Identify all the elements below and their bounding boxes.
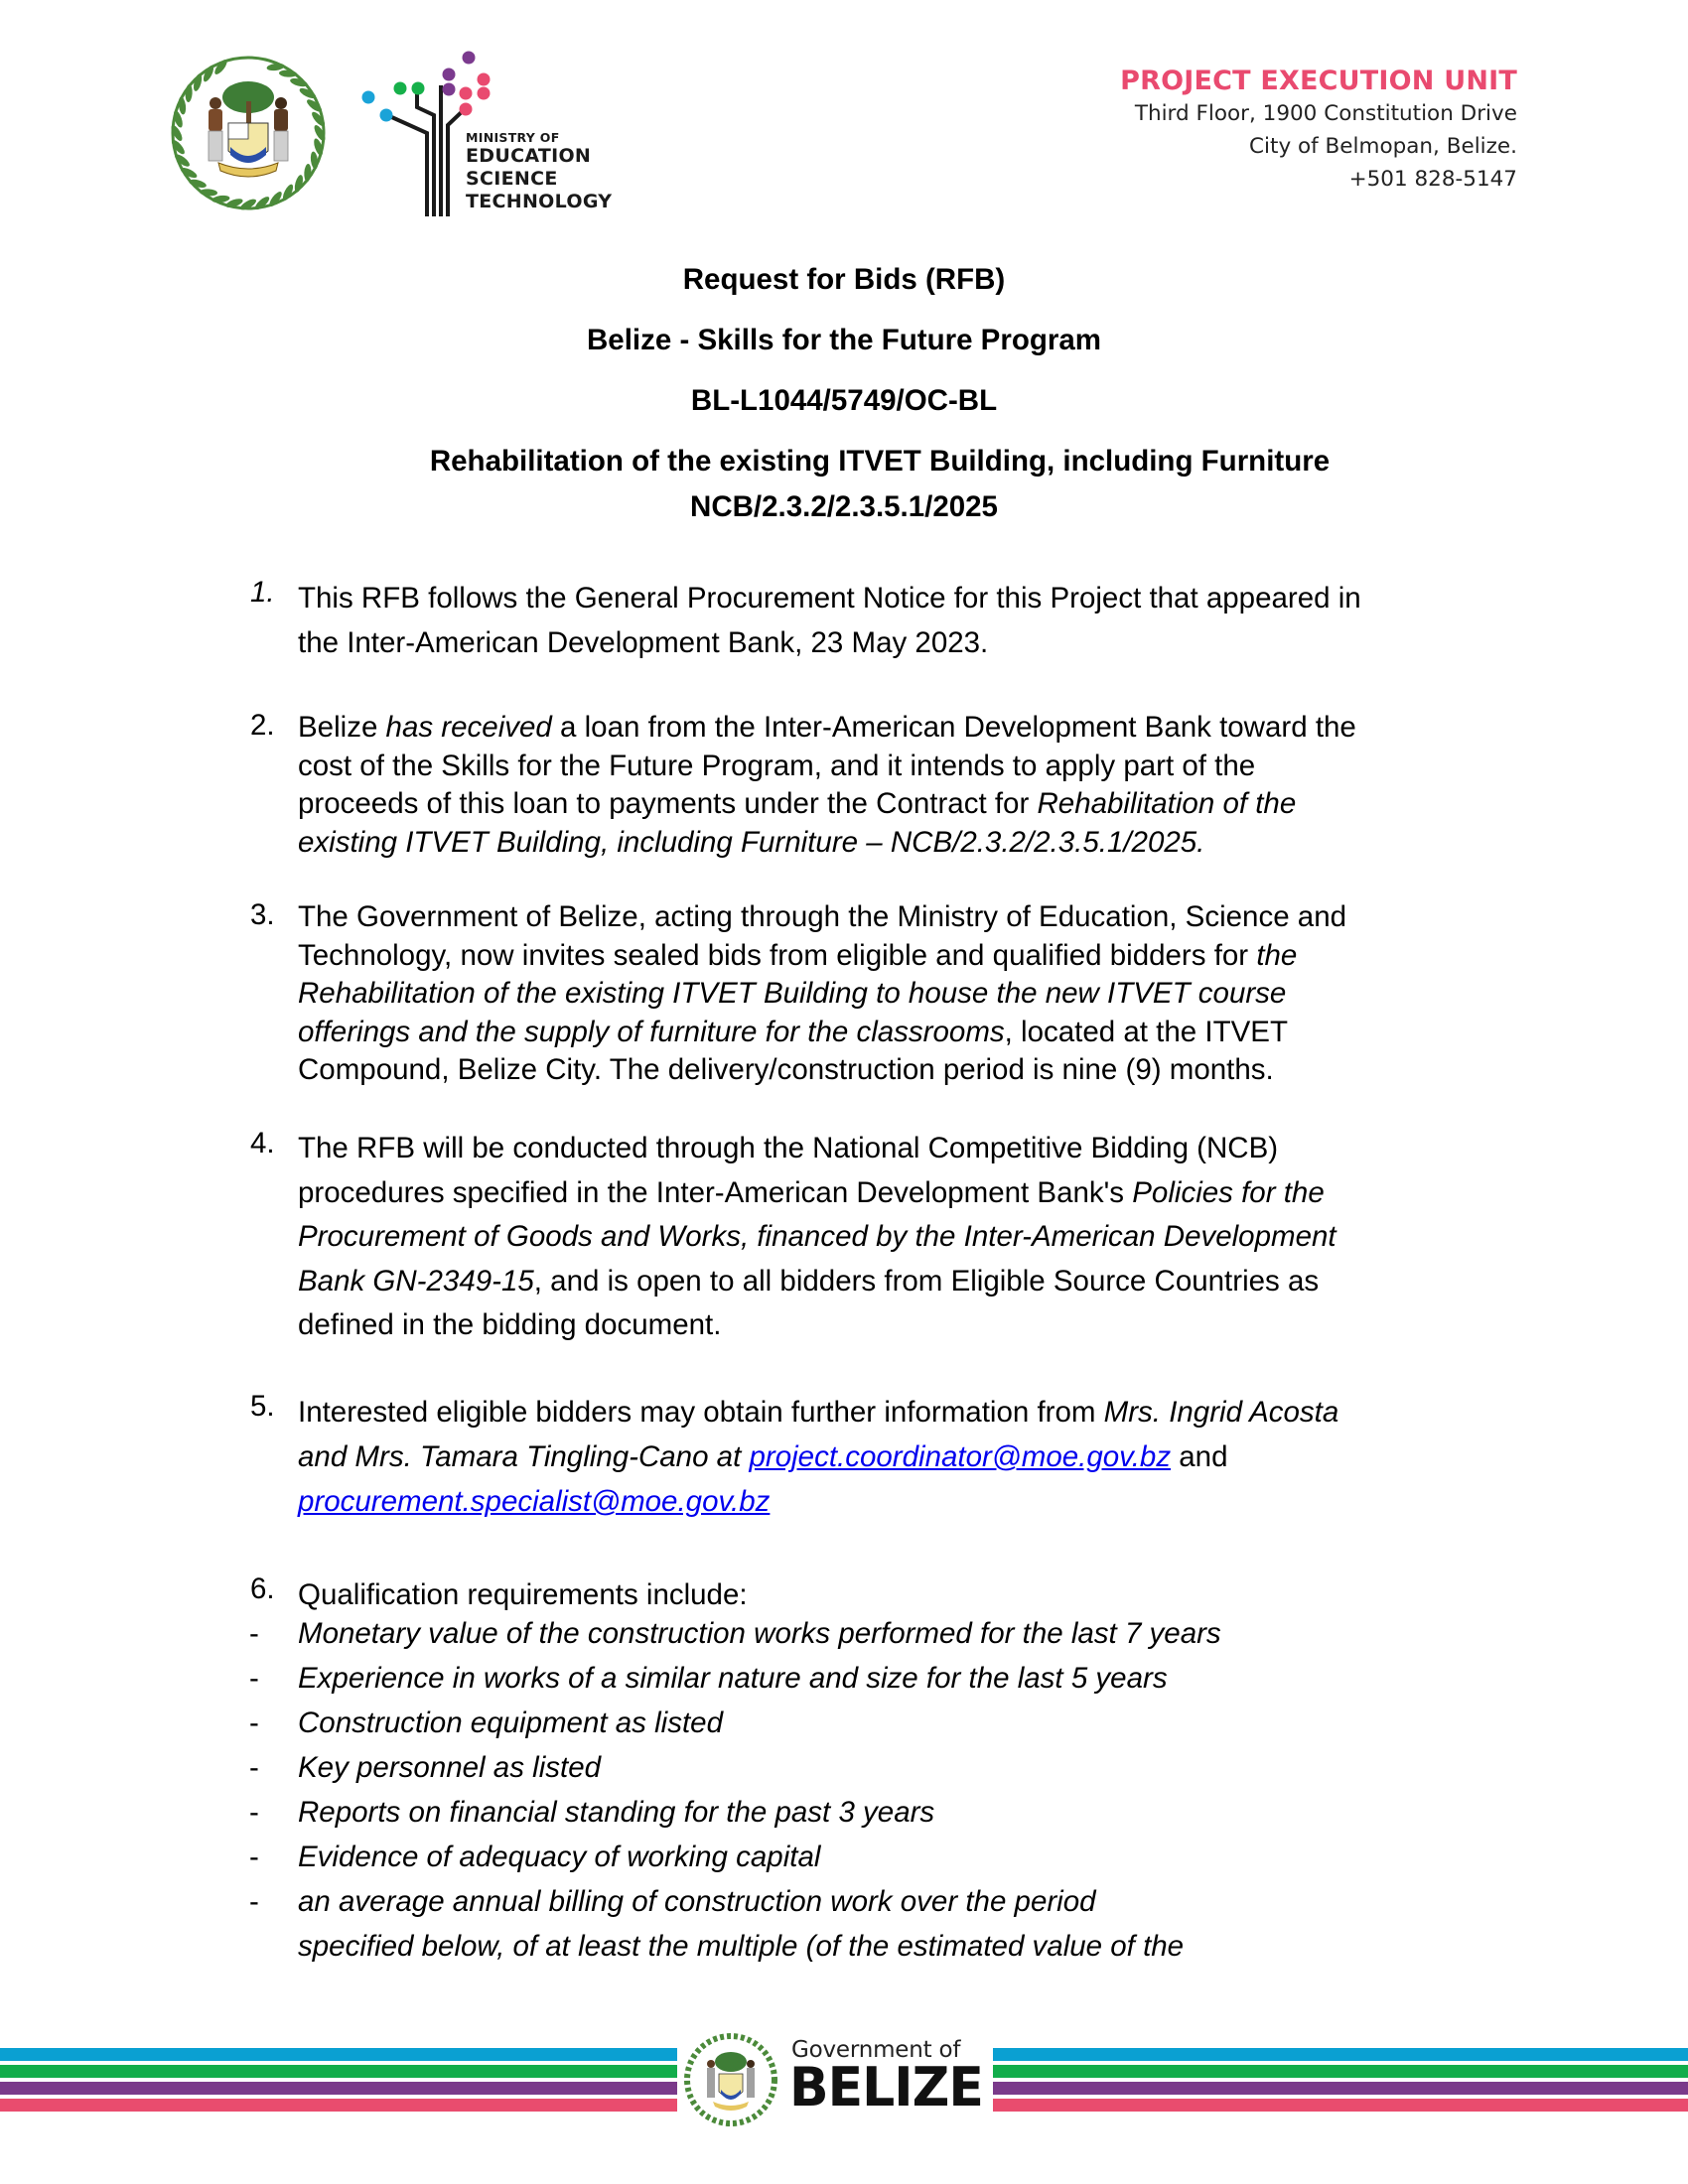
circuit-dots-icon [435, 48, 494, 127]
paragraph-6-number: 6. [250, 1572, 275, 1605]
footer-stripe-right [993, 2048, 1688, 2061]
loan-reference: BL-L1044/5749/OC-BL [690, 384, 998, 417]
laurel-leaf [305, 97, 324, 114]
text: proceeds of this loan to payments under the Contract for [298, 787, 1038, 820]
paragraph-2-line-2: cost of the Skills for the Future Program, and it intends to apply part of the [298, 749, 1256, 782]
requirement-item: Key personnel as listed [298, 1751, 602, 1784]
paragraph-2-line-1 [298, 709, 1499, 748]
laurel-leaf [310, 110, 327, 128]
text-italic: the [1256, 938, 1298, 972]
paragraph-5-line-1 [298, 1390, 1499, 1434]
requirement-item: Reports on financial standing for the past 3 years [298, 1796, 935, 1829]
paragraph-2-number: 2. [250, 709, 275, 742]
education-label: EDUCATION [466, 145, 592, 167]
paragraph-2 [298, 709, 1499, 862]
paragraph-3-line-3: Rehabilitation of the existing ITVET Building to house the new ITVET course [298, 977, 1287, 1010]
paragraph-2-line-4: existing ITVET Building, including Furniture – NCB/2.3.2/2.3.5.1/2025. [298, 825, 1205, 859]
footer-stripe-right [993, 2099, 1688, 2112]
paragraph-4 [298, 1127, 1499, 1348]
laurel-leaf [211, 195, 230, 204]
requirement-item: an average annual billing of construction work over the period [298, 1885, 1096, 1918]
laurel-leaf [185, 84, 193, 102]
footer-coat-of-arms-icon [681, 2030, 780, 2129]
contract-reference: NCB/2.3.2/2.3.5.1/2025 [690, 490, 998, 523]
text-italic: has received [385, 711, 552, 744]
laurel-leaf [178, 96, 187, 115]
laurel-leaf [266, 63, 285, 71]
contact-name-1: Mrs. Ingrid Acosta [1103, 1396, 1339, 1429]
paragraph-3-number: 3. [250, 898, 275, 931]
text: Interested eligible bidders may obtain further information from [298, 1396, 1104, 1429]
laurel-leaf [253, 195, 271, 211]
paragraph-5-line-2 [298, 1434, 1499, 1479]
laurel-leaf [212, 58, 229, 76]
text: , located at the ITVET [1004, 1015, 1288, 1048]
footer-stripe-right [993, 2065, 1688, 2078]
laurel-leaf [173, 152, 192, 169]
text: and [1171, 1440, 1228, 1473]
bullet-marker: - [249, 1796, 259, 1829]
government-of-label: Government of [791, 2037, 961, 2063]
project-coordinator-email-link[interactable]: project.coordinator@moe.gov.bz [749, 1440, 1172, 1473]
text: Technology, now invites sealed bids from eligible and qualified bidders for [298, 938, 1257, 972]
bullet-marker: - [249, 1885, 259, 1918]
address-line-2: City of Belmopan, Belize. [1249, 134, 1517, 159]
text: , and is open to all bidders from Eligible Source Countries as [533, 1264, 1320, 1297]
paragraph-5-number: 5. [250, 1390, 275, 1423]
program-title: Belize - Skills for the Future Program [587, 324, 1101, 356]
footer-stripe-left [0, 2099, 677, 2112]
text-italic: offerings and the supply of furniture for the classrooms [298, 1015, 1005, 1048]
paragraph-3-line-5: Compound, Belize City. The delivery/construction period is nine (9) months. [298, 1053, 1274, 1086]
footer-stripe-left [0, 2082, 677, 2095]
footer-stripe-left [0, 2048, 677, 2061]
paragraph-1 [298, 576, 1499, 665]
project-execution-unit-title: PROJECT EXECUTION UNIT [1120, 66, 1517, 96]
paragraph-5-line-3 [298, 1479, 1499, 1524]
laurel-leaf [304, 164, 312, 182]
contract-title: Rehabilitation of the existing ITVET Building, including Furniture [429, 445, 1331, 478]
address-line-1: Third Floor, 1900 Constitution Drive [1134, 101, 1517, 126]
text-italic: Policies for the [1132, 1175, 1325, 1209]
paragraph-4-line-5: defined in the bidding document. [298, 1308, 722, 1341]
laurel-leaf [267, 190, 284, 208]
bullet-marker: - [249, 1706, 259, 1739]
ministry-of-label: MINISTRY OF [466, 130, 560, 145]
requirement-item: Construction equipment as listed [298, 1706, 723, 1739]
requirement-continuation: specified below, of at least the multiple (of the estimated value of the [298, 1930, 1185, 1963]
footer-stripe-left [0, 2065, 677, 2078]
paragraph-4-line-4 [298, 1260, 1499, 1304]
laurel-leaf [279, 69, 297, 77]
requirement-item: Monetary value of the construction works performed for the last 7 years [298, 1617, 1221, 1650]
text: procedures specified in the Inter-American Development Bank's [298, 1175, 1133, 1209]
paragraph-1-line-1: This RFB follows the General Procurement Notice for this Project that appeared in [298, 582, 1361, 614]
paragraph-1-line-2: the Inter-American Development Bank, 23 May 2023. [298, 626, 989, 659]
paragraph-3-line-2 [298, 937, 1499, 976]
document-title: Request for Bids (RFB) [682, 263, 1006, 296]
belize-coat-of-arms-logo [167, 52, 330, 214]
text-italic: Bank GN-2349-15 [298, 1264, 534, 1297]
paragraph-3 [298, 898, 1499, 1090]
paragraph-5 [298, 1390, 1499, 1524]
paragraph-4-number: 4. [250, 1127, 275, 1160]
science-label: SCIENCE [466, 168, 558, 190]
text: Belize [298, 711, 386, 744]
technology-label: TECHNOLOGY [466, 191, 613, 212]
paragraph-4-line-3: Procurement of Goods and Works, financed by the Inter-American Development [298, 1220, 1336, 1253]
footer-stripe-right [993, 2082, 1688, 2095]
paragraph-4-line-1: The RFB will be conducted through the National Competitive Bidding (NCB) [298, 1132, 1279, 1164]
bullet-marker: - [249, 1617, 259, 1650]
contact-name-2: and Mrs. Tamara Tingling-Cano at [298, 1440, 750, 1473]
paragraph-1-number: 1. [250, 576, 275, 609]
requirement-item: Experience in works of a similar nature and size for the last 5 years [298, 1662, 1168, 1695]
bullet-marker: - [249, 1662, 259, 1695]
procurement-specialist-email-link[interactable]: procurement.specialist@moe.gov.bz [298, 1485, 771, 1518]
paragraph-2-line-3 [298, 785, 1499, 824]
paragraph-4-line-2 [298, 1171, 1499, 1216]
paragraph-3-line-1: The Government of Belize, acting through the Ministry of Education, Science and [298, 900, 1347, 933]
laurel-leaf [310, 151, 319, 170]
ministry-logo [355, 48, 633, 218]
bullet-marker: - [249, 1751, 259, 1784]
belize-wordmark: BELIZE [789, 2056, 983, 2119]
paragraph-6-intro: Qualification requirements include: [298, 1578, 748, 1611]
text: a loan from the Inter-American Development Bank toward the [551, 711, 1356, 744]
phone-number: +501 828-5147 [1348, 167, 1517, 192]
laurel-leaf [200, 189, 217, 197]
requirement-item: Evidence of adequacy of working capital [298, 1841, 821, 1873]
laurel-leaf [170, 138, 187, 156]
project-execution-unit-block [1120, 66, 1517, 196]
text-italic: Rehabilitation of the [1037, 787, 1297, 820]
bullet-marker: - [249, 1841, 259, 1873]
paragraph-3-line-4 [298, 1014, 1499, 1052]
